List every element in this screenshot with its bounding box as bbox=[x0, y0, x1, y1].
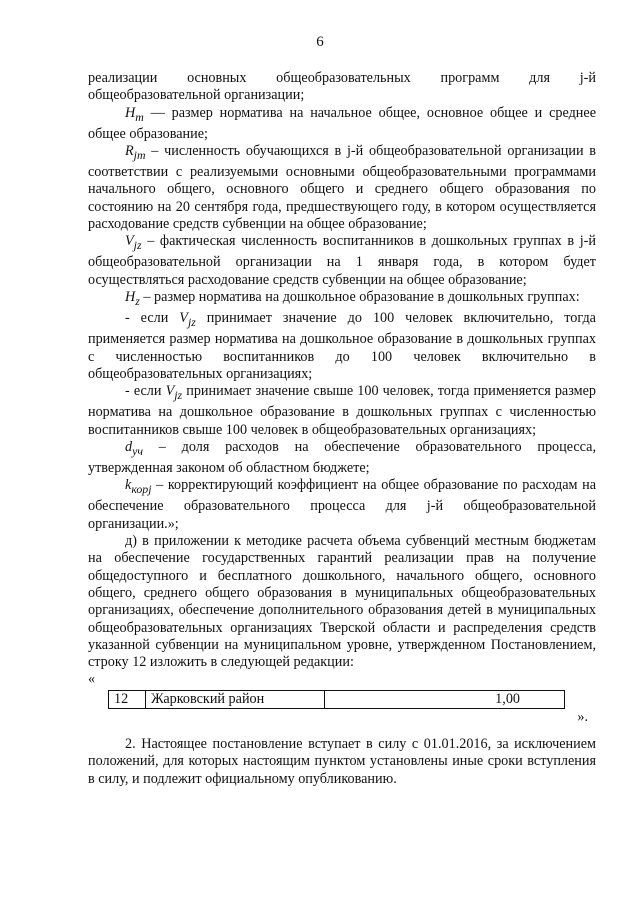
symbol: V bbox=[125, 233, 134, 250]
paragraph-duch bbox=[88, 439, 596, 477]
paragraph-text: принимает значение до 100 человек включительно, тогда применяется размер норматива на дошкольное образование в дошкольных группах с численностью воспитанников до 100 человек включительно в общеобразовательных организациях; bbox=[88, 310, 596, 382]
page-number: 6 bbox=[316, 34, 324, 50]
symbol-subscript: корj bbox=[131, 482, 152, 497]
paragraph-kkor bbox=[88, 477, 596, 533]
paragraph-prefix: - если bbox=[125, 310, 180, 327]
symbol: d bbox=[125, 438, 133, 455]
symbol-subscript: уч bbox=[132, 443, 143, 458]
symbol: Н bbox=[125, 104, 136, 121]
quote-open: « bbox=[88, 671, 96, 688]
paragraph-entry-into-force: 2. Настоящее постановление вступает в силу с 01.01.2016, за исключением положений, для которых настоящим пунктом установлены иные сроки вступления в силу, и подлежит официальному опубликованию. bbox=[88, 736, 596, 787]
paragraph-text: принимает значение свыше 100 человек, тогда применяется размер норматива на дошкольное образование в дошкольных группах с численностью воспитанников свыше 100 человек в общеобразовательных организациях; bbox=[88, 383, 596, 438]
paragraph-text: – численность обучающихся в j-й общеобразовательной организации в соответствии с реализуемыми основными общеобразовательными программами начального общего, основного общего и среднего общего образования по состоянию на 20 сентября года, предшествующего году, в котором осуществляется расходование средств субвенции на общее образование; bbox=[88, 143, 596, 233]
document-body bbox=[88, 70, 596, 788]
paragraph-amendment: д) в приложении к методике расчета объема субвенций местным бюджетам на обеспечение государственных гарантий реализации прав на получение общедоступного и бесплатного дошкольного, начального общего, основного общего, среднего общего образования в муниципальных общеобразовательных организациях, обеспечение дополнительного образования детей в муниципальных общеобразовательных организациях Тверской области и распределения средств указанной субвенции на муниципальном уровне, утвержденном Постановлением, строку 12 изложить в следующей редакции: bbox=[88, 533, 596, 671]
paragraph-hm bbox=[88, 105, 596, 143]
paragraph-text: — размер норматива на начальное общее, основное общее и среднее общее образование; bbox=[88, 104, 596, 142]
paragraph-text: – доля расходов на обеспечение образовательного процесса, утвержденная законом об областном бюджете; bbox=[88, 438, 596, 477]
paragraph-condition-2 bbox=[88, 383, 596, 439]
paragraph-condition-1 bbox=[88, 310, 596, 383]
symbol: k bbox=[125, 477, 132, 494]
symbol: R bbox=[125, 143, 134, 160]
table-cell-number: 12 bbox=[109, 690, 146, 708]
paragraph: реализации основных общеобразовательных программ для j-й общеобразовательной организации; bbox=[88, 70, 596, 104]
table-row bbox=[109, 690, 565, 708]
symbol-subscript: jz bbox=[187, 315, 196, 329]
paragraph-text: – корректирующий коэффициент на общее образование по расходам на обеспечение образовательного процесса для j-й общеобразовательной организации.»; bbox=[88, 477, 596, 532]
symbol: Н bbox=[125, 289, 136, 306]
paragraph-vjz bbox=[88, 233, 596, 289]
symbol: V bbox=[179, 310, 188, 327]
symbol-subscript: jm bbox=[133, 147, 146, 162]
paragraph-text: – фактическая численность воспитанников в дошкольных группах в j-й общеобразовательной организации на 1 января года, в котором будет осуществляться расходование средств субвенции на общее образование; bbox=[88, 233, 596, 288]
paragraph-hz bbox=[88, 289, 596, 310]
table-cell-value: 1,00 bbox=[325, 690, 565, 708]
symbol-subscript: jz bbox=[174, 388, 183, 403]
paragraph-prefix: - если bbox=[125, 383, 166, 400]
table-cell-district: Жарковский район bbox=[146, 690, 325, 708]
paragraph-text: – размер норматива на дошкольное образование в дошкольных группах: bbox=[139, 289, 580, 306]
symbol-subscript: jz bbox=[133, 238, 142, 253]
paragraph-rjm bbox=[88, 143, 596, 233]
symbol-subscript: m bbox=[135, 109, 144, 124]
symbol-subscript: z bbox=[135, 293, 140, 308]
spacer bbox=[88, 726, 596, 736]
quote-close: ». bbox=[577, 708, 588, 725]
amendment-table bbox=[108, 690, 565, 709]
symbol: V bbox=[165, 383, 175, 400]
